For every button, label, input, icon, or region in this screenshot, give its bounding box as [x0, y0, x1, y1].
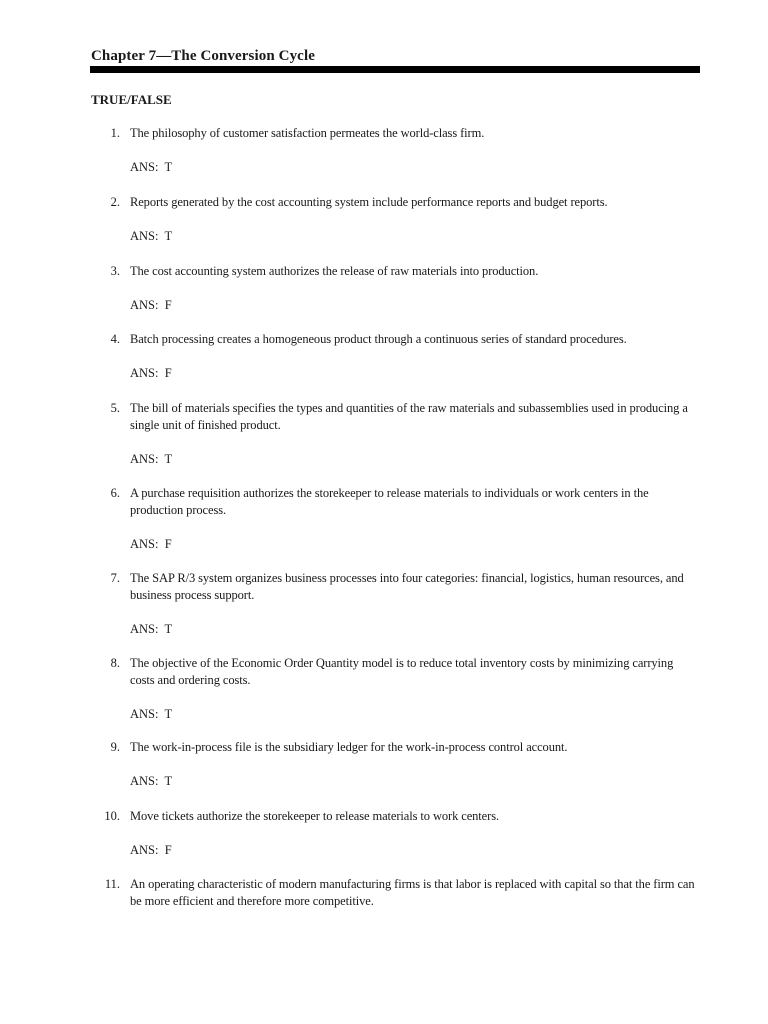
question-text: The objective of the Economic Order Quantity model is to reduce total inventory costs by minimizing carrying costs and ordering costs. — [130, 656, 674, 687]
answer-key: ANS: F — [130, 298, 172, 312]
question-number: 10. — [104, 809, 120, 823]
question-text: A purchase requisition authorizes the storekeeper to release materials to individuals or work centers in the production process. — [130, 486, 649, 517]
question-number: 1. — [110, 126, 120, 140]
section-title: TRUE/FALSE — [91, 92, 172, 107]
question-text: The philosophy of customer satisfaction permeates the world-class firm. — [130, 126, 485, 140]
question-text: Move tickets authorize the storekeeper to release materials to work centers. — [130, 809, 499, 823]
question-text: The bill of materials specifies the types and quantities of the raw materials and subassemblies used in producing a single unit of finished product. — [130, 401, 688, 432]
answer-key: ANS: T — [130, 452, 173, 466]
answer-key: ANS: T — [130, 160, 173, 174]
question-text: Reports generated by the cost accounting system include performance reports and budget reports. — [130, 195, 608, 209]
question-number: 6. — [110, 486, 120, 500]
question-text: An operating characteristic of modern manufacturing firms is that labor is replaced with capital so that the firm can be more efficient and therefore more competitive. — [130, 877, 695, 908]
answer-key: ANS: T — [130, 229, 173, 243]
question-text: The SAP R/3 system organizes business processes into four categories: financial, logistics, human resources, and business process support. — [130, 571, 684, 602]
answer-key: ANS: T — [130, 774, 173, 788]
answer-key: ANS: F — [130, 537, 172, 551]
question-number: 2. — [110, 195, 120, 209]
answer-key: ANS: F — [130, 843, 172, 857]
question-number: 9. — [110, 740, 120, 754]
question-number: 7. — [110, 571, 120, 585]
question-text: The work-in-process file is the subsidiary ledger for the work-in-process control account. — [130, 740, 568, 754]
question-number: 4. — [110, 332, 120, 346]
answer-key: ANS: T — [130, 707, 173, 721]
answer-key: ANS: T — [130, 622, 173, 636]
question-number: 11. — [104, 877, 120, 891]
question-number: 5. — [110, 401, 120, 415]
question-number: 8. — [110, 656, 120, 670]
chapter-title: Chapter 7—The Conversion Cycle — [91, 48, 315, 64]
question-text: The cost accounting system authorizes the release of raw materials into production. — [130, 264, 539, 278]
question-text: Batch processing creates a homogeneous product through a continuous series of standard procedures. — [130, 332, 627, 346]
question-number: 3. — [110, 264, 120, 278]
answer-key: ANS: F — [130, 366, 172, 380]
